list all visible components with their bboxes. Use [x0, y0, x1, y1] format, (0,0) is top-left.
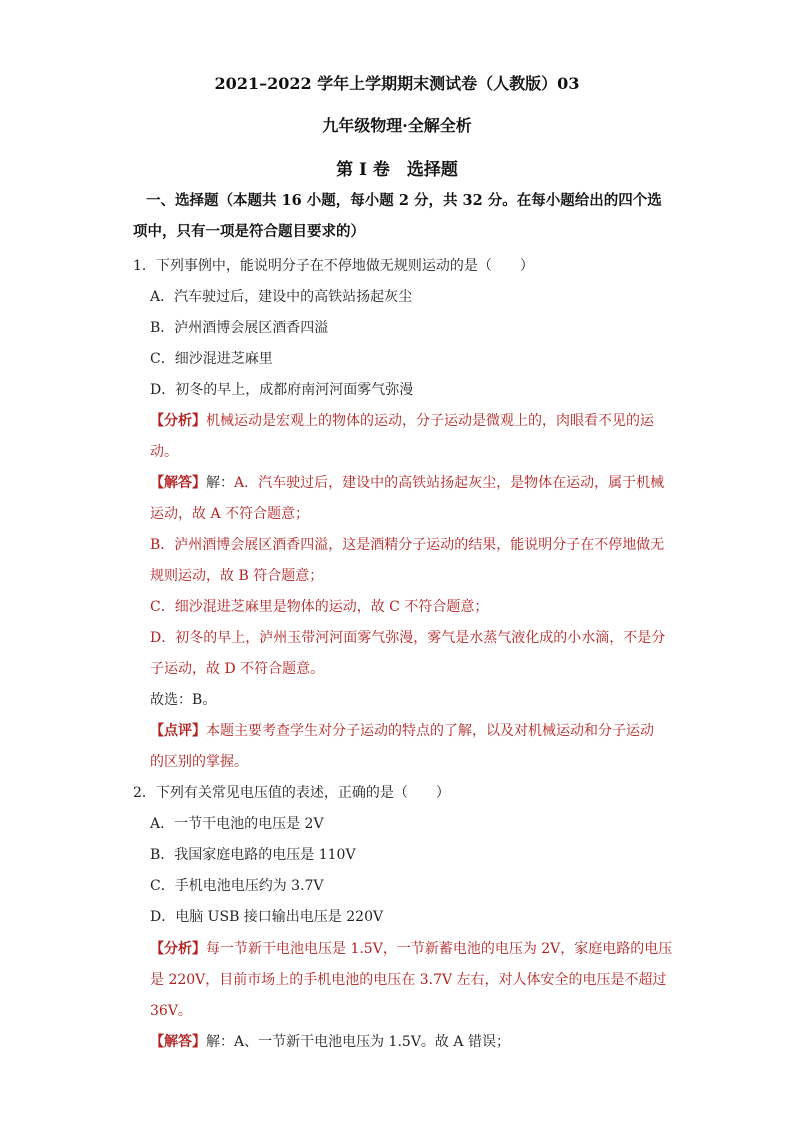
question-2-option-c: C．手机电池电压约为 3.7V: [150, 878, 324, 894]
question-1-comment: [150, 720, 654, 740]
question-1-option-d: D．初冬的早上，成都府南河河面雾气弥漫: [150, 382, 414, 398]
answer-b-cont: 规则运动，故 B 符合题意；: [150, 568, 324, 584]
exam-subtitle: 九年级物理·全解全析: [322, 116, 472, 135]
answer-d-cont: 子运动，故 D 不符合题意。: [150, 661, 325, 677]
question-2-option-b: B．我国家庭电路的电压是 110V: [150, 847, 356, 863]
comment-text: 本题主要考查学生对分子运动的特点的了解，以及对机械运动和分子运动: [206, 723, 654, 739]
question-1-option-b: B．泸州酒博会展区酒香四溢: [150, 320, 329, 336]
answer-tag: 【解答】: [150, 1034, 206, 1050]
question-1-answer: [150, 472, 664, 492]
answer-b-text: B．泸州酒博会展区酒香四溢，这是酒精分子运动的结果，能说明分子在不停地做无: [150, 537, 665, 553]
section-title: 第 I 卷 选择题: [336, 160, 458, 180]
question-2-option-a: A．一节干电池的电压是 2V: [150, 816, 324, 832]
analysis-tag: 【分析】: [150, 413, 206, 429]
question-2-answer: [150, 1031, 510, 1051]
analysis-text: 每一节新干电池电压是 1.5V，一节新蓄电池的电压为 2V，家庭电路的电压: [206, 941, 673, 957]
question-2-stem: 2．下列有关常见电压值的表述，正确的是（ ）: [133, 785, 450, 801]
answer-text: 解：A、一节新干电池电压为 1.5V。故 A 错误；: [206, 1034, 510, 1050]
answer-tag: 【解答】: [150, 475, 206, 491]
answer-d-text: D．初冬的早上，泸州玉带河河面雾气弥漫，雾气是水蒸气液化成的小水滴，不是分: [150, 630, 666, 646]
question-1-comment-cont: 的区别的掌握。: [150, 754, 248, 770]
question-1-analysis: [150, 410, 654, 430]
analysis-text: 机械运动是宏观上的物体的运动，分子运动是微观上的，肉眼看不见的运: [206, 413, 654, 429]
question-1-option-c: C．细沙混进芝麻里: [150, 351, 273, 367]
question-1-stem: 1．下列事例中，能说明分子在不停地做无规则运动的是（ ）: [133, 258, 534, 274]
answer-c-text: C．细沙混进芝麻里是物体的运动，故 C 不符合题意；: [150, 599, 489, 615]
exam-title: 2021–2022 学年上学期期末测试卷（人教版）03: [214, 74, 580, 93]
answer-a-text: A．汽车驶过后，建设中的高铁站扬起灰尘，是物体在运动，属于机械: [234, 475, 665, 491]
question-2-option-d: D．电脑 USB 接口输出电压是 220V: [150, 909, 384, 925]
section-heading: 一、选择题（本题共 16 小题，每小题 2 分，共 32 分。在每小题给出的四个选项中，只有一项是符合题目要求的）: [133, 192, 662, 240]
answer-prefix: 解：: [206, 475, 234, 491]
analysis-tag: 【分析】: [150, 941, 206, 957]
question-2-analysis-cont-2: 36V。: [150, 1003, 192, 1019]
comment-tag: 【点评】: [150, 723, 206, 739]
question-2-analysis-cont: 是 220V，目前市场上的手机电池的电压在 3.7V 左右，对人体安全的电压是不超过: [150, 972, 667, 988]
answer-a-cont: 运动，故 A 不符合题意；: [150, 506, 310, 522]
question-1-choice: 故选：B。: [150, 692, 217, 708]
question-1-analysis-cont: 动。: [150, 444, 178, 460]
question-2-analysis: [150, 938, 672, 958]
question-1-option-a: A．汽车驶过后，建设中的高铁站扬起灰尘: [150, 289, 413, 305]
